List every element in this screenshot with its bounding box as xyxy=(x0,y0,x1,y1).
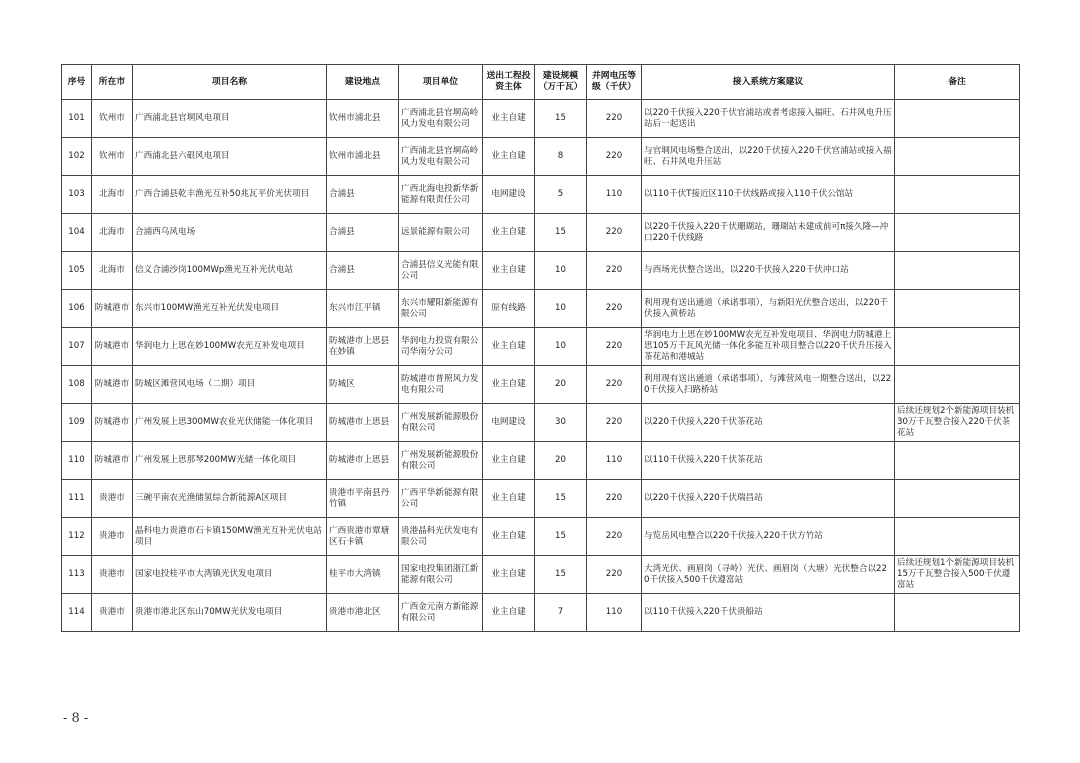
project-table xyxy=(61,64,1020,632)
cell-city: 贵港市 xyxy=(92,518,133,556)
cell-plan: 华润电力上思在妙100MW农光互补发电项目、华润电力防城港上思105万千瓦风光储一体化多能互补项目整合以220千伏升压接入茶花站和港城站 xyxy=(642,328,895,366)
cell-company: 广西北海电投新华新能源有限责任公司 xyxy=(399,176,483,214)
cell-plan: 以110千伏T接近区110千伏线路或接入110千伏公馆站 xyxy=(642,176,895,214)
cell-location: 防城港市上思县在妙镇 xyxy=(327,328,399,366)
cell-voltage: 110 xyxy=(587,176,642,214)
cell-investor: 业主自建 xyxy=(483,594,535,632)
cell-investor: 业主自建 xyxy=(483,442,535,480)
cell-capacity: 20 xyxy=(535,366,587,404)
cell-index: 113 xyxy=(62,556,92,594)
table-row xyxy=(62,290,1020,328)
cell-location: 防城港市上思县 xyxy=(327,404,399,442)
table-row xyxy=(62,518,1020,556)
cell-plan: 以220千伏接入220千伏官浦站或者考虑接入福旺、石井风电升压站后一起送出 xyxy=(642,100,895,138)
cell-company: 广州发展新能源股份有限公司 xyxy=(399,404,483,442)
cell-plan: 以110千伏接入220千伏茶花站 xyxy=(642,442,895,480)
cell-plan: 与览岳风电整合以220千伏接入220千伏方竹站 xyxy=(642,518,895,556)
cell-location: 广西贵港市覃塘区石卡镇 xyxy=(327,518,399,556)
cell-investor: 业主自建 xyxy=(483,366,535,404)
cell-remarks xyxy=(895,442,1020,480)
cell-capacity: 15 xyxy=(535,100,587,138)
cell-city: 防城港市 xyxy=(92,328,133,366)
cell-investor: 业主自建 xyxy=(483,252,535,290)
cell-capacity: 10 xyxy=(535,328,587,366)
cell-city: 钦州市 xyxy=(92,138,133,176)
header-cell-project-name: 项目名称 xyxy=(133,65,327,100)
cell-company: 东兴市耀阳新能源有限公司 xyxy=(399,290,483,328)
cell-project-name: 三碗平南农光渔储氢综合新能源A区项目 xyxy=(133,480,327,518)
cell-plan: 与西场光伏整合送出，以220千伏接入220千伏冲口站 xyxy=(642,252,895,290)
cell-index: 111 xyxy=(62,480,92,518)
cell-plan: 以220千伏接入220千伏茶花站 xyxy=(642,404,895,442)
page-number: - 8 - xyxy=(63,711,89,726)
cell-voltage: 220 xyxy=(587,366,642,404)
cell-index: 109 xyxy=(62,404,92,442)
cell-capacity: 20 xyxy=(535,442,587,480)
table-row xyxy=(62,214,1020,252)
cell-plan: 以220千伏接入220千伏瑞昌站 xyxy=(642,480,895,518)
cell-project-name: 贵港市港北区东山70MW光伏发电项目 xyxy=(133,594,327,632)
cell-city: 防城港市 xyxy=(92,366,133,404)
cell-voltage: 220 xyxy=(587,518,642,556)
cell-investor: 业主自建 xyxy=(483,518,535,556)
cell-plan: 以110千伏接入220千伏贵船站 xyxy=(642,594,895,632)
cell-remarks xyxy=(895,594,1020,632)
cell-city: 北海市 xyxy=(92,176,133,214)
table-row xyxy=(62,176,1020,214)
cell-voltage: 220 xyxy=(587,404,642,442)
cell-remarks: 后续还规划1个新能源项目装机15万千瓦整合接入500千伏遵富站 xyxy=(895,556,1020,594)
cell-investor: 电网建设 xyxy=(483,176,535,214)
cell-project-name: 广州发展上思那琴200MW光储一体化项目 xyxy=(133,442,327,480)
cell-investor: 业主自建 xyxy=(483,214,535,252)
cell-capacity: 15 xyxy=(535,518,587,556)
cell-location: 桂平市大湾镇 xyxy=(327,556,399,594)
cell-location: 合浦县 xyxy=(327,176,399,214)
cell-plan: 利用现有送出通道（承诺事项），与新阳光伏整合送出，以220千伏接入黄桥站 xyxy=(642,290,895,328)
cell-location: 东兴市江平镇 xyxy=(327,290,399,328)
cell-plan: 大湾光伏、画眉岗（寻岭）光伏、画眉岗（大塘）光伏整合以220千伏接入500千伏遵富站 xyxy=(642,556,895,594)
cell-location: 防城区 xyxy=(327,366,399,404)
cell-remarks xyxy=(895,328,1020,366)
cell-company: 远景能源有限公司 xyxy=(399,214,483,252)
table-row xyxy=(62,252,1020,290)
cell-capacity: 15 xyxy=(535,480,587,518)
cell-index: 108 xyxy=(62,366,92,404)
cell-company: 防城港市普照风力发电有限公司 xyxy=(399,366,483,404)
cell-company: 合浦县信义光能有限公司 xyxy=(399,252,483,290)
cell-location: 贵港市港北区 xyxy=(327,594,399,632)
cell-project-name: 广西合浦县乾丰渔光互补50兆瓦平价光伏项目 xyxy=(133,176,327,214)
cell-capacity: 15 xyxy=(535,214,587,252)
cell-capacity: 10 xyxy=(535,252,587,290)
cell-project-name: 国家电投桂平市大湾镇光伏发电项目 xyxy=(133,556,327,594)
cell-index: 101 xyxy=(62,100,92,138)
cell-capacity: 5 xyxy=(535,176,587,214)
cell-index: 105 xyxy=(62,252,92,290)
cell-capacity: 15 xyxy=(535,556,587,594)
cell-index: 107 xyxy=(62,328,92,366)
table-row xyxy=(62,442,1020,480)
table-body xyxy=(62,100,1020,632)
cell-investor: 业主自建 xyxy=(483,138,535,176)
cell-project-name: 晶科电力贵港市石卡镇150MW渔光互补光伏电站项目 xyxy=(133,518,327,556)
cell-location: 合浦县 xyxy=(327,214,399,252)
cell-location: 合浦县 xyxy=(327,252,399,290)
cell-index: 104 xyxy=(62,214,92,252)
cell-project-name: 信义合浦沙岗100MWp渔光互补光伏电站 xyxy=(133,252,327,290)
cell-plan: 以220千伏接入220千伏珊瑚站，珊瑚站未建成前可π接久隆—冲口220千伏线路 xyxy=(642,214,895,252)
cell-remarks xyxy=(895,138,1020,176)
cell-remarks xyxy=(895,366,1020,404)
header-cell-company: 项目单位 xyxy=(399,65,483,100)
cell-location: 贵港市平南县丹竹镇 xyxy=(327,480,399,518)
cell-voltage: 220 xyxy=(587,480,642,518)
cell-city: 防城港市 xyxy=(92,290,133,328)
table-row xyxy=(62,328,1020,366)
table-row xyxy=(62,480,1020,518)
cell-plan: 利用现有送出通道（承诺事项），与滩营风电一期整合送出，以220千伏接入扫路桥站 xyxy=(642,366,895,404)
header-cell-index: 序号 xyxy=(62,65,92,100)
cell-investor: 业主自建 xyxy=(483,480,535,518)
cell-voltage: 110 xyxy=(587,442,642,480)
cell-company: 广西浦北县官垌高岭风力发电有限公司 xyxy=(399,100,483,138)
cell-city: 贵港市 xyxy=(92,480,133,518)
header-cell-location: 建设地点 xyxy=(327,65,399,100)
cell-location: 钦州市浦北县 xyxy=(327,138,399,176)
cell-capacity: 30 xyxy=(535,404,587,442)
cell-voltage: 220 xyxy=(587,214,642,252)
header-cell-voltage: 并网电压等级（千伏） xyxy=(587,65,642,100)
cell-investor: 原有线路 xyxy=(483,290,535,328)
table-header-row xyxy=(62,65,1020,100)
cell-voltage: 220 xyxy=(587,138,642,176)
cell-index: 112 xyxy=(62,518,92,556)
cell-capacity: 7 xyxy=(535,594,587,632)
cell-index: 106 xyxy=(62,290,92,328)
cell-investor: 业主自建 xyxy=(483,100,535,138)
cell-company: 广西浦北县官垌高岭风力发电有限公司 xyxy=(399,138,483,176)
cell-city: 北海市 xyxy=(92,214,133,252)
cell-index: 114 xyxy=(62,594,92,632)
cell-remarks xyxy=(895,518,1020,556)
header-cell-capacity: 建设规模（万千瓦） xyxy=(535,65,587,100)
cell-voltage: 220 xyxy=(587,328,642,366)
cell-capacity: 10 xyxy=(535,290,587,328)
cell-remarks xyxy=(895,176,1020,214)
header-cell-investor: 送出工程投资主体 xyxy=(483,65,535,100)
cell-remarks: 后续还规划2个新能源项目装机30万千瓦整合接入220千伏茶花站 xyxy=(895,404,1020,442)
cell-remarks xyxy=(895,214,1020,252)
cell-company: 广西金元南方新能源有限公司 xyxy=(399,594,483,632)
header-cell-city: 所在市 xyxy=(92,65,133,100)
table-row xyxy=(62,366,1020,404)
cell-remarks xyxy=(895,252,1020,290)
cell-voltage: 220 xyxy=(587,556,642,594)
cell-project-name: 广州发展上思300MW农业光伏储能一体化项目 xyxy=(133,404,327,442)
cell-project-name: 广西浦北县官垌风电项目 xyxy=(133,100,327,138)
cell-index: 103 xyxy=(62,176,92,214)
table-row xyxy=(62,594,1020,632)
table-row xyxy=(62,138,1020,176)
cell-project-name: 防城区滩营风电场（二期）项目 xyxy=(133,366,327,404)
cell-project-name: 合浦西乌风电场 xyxy=(133,214,327,252)
cell-voltage: 220 xyxy=(587,100,642,138)
cell-investor: 电网建设 xyxy=(483,404,535,442)
cell-company: 广州发展新能源股份有限公司 xyxy=(399,442,483,480)
cell-project-name: 华润电力上思在妙100MW农光互补发电项目 xyxy=(133,328,327,366)
cell-company: 广西平华新能源有限公司 xyxy=(399,480,483,518)
cell-voltage: 110 xyxy=(587,594,642,632)
cell-company: 贵港晶科光伏发电有限公司 xyxy=(399,518,483,556)
cell-city: 防城港市 xyxy=(92,404,133,442)
cell-remarks xyxy=(895,480,1020,518)
cell-project-name: 广西浦北县六硍风电项目 xyxy=(133,138,327,176)
header-cell-remarks: 备注 xyxy=(895,65,1020,100)
cell-city: 防城港市 xyxy=(92,442,133,480)
cell-city: 贵港市 xyxy=(92,556,133,594)
cell-city: 北海市 xyxy=(92,252,133,290)
cell-capacity: 8 xyxy=(535,138,587,176)
cell-location: 防城港市上思县 xyxy=(327,442,399,480)
cell-location: 钦州市浦北县 xyxy=(327,100,399,138)
table-row xyxy=(62,100,1020,138)
table-row xyxy=(62,404,1020,442)
cell-index: 102 xyxy=(62,138,92,176)
cell-voltage: 220 xyxy=(587,290,642,328)
cell-index: 110 xyxy=(62,442,92,480)
cell-remarks xyxy=(895,100,1020,138)
cell-investor: 业主自建 xyxy=(483,328,535,366)
cell-city: 贵港市 xyxy=(92,594,133,632)
cell-voltage: 220 xyxy=(587,252,642,290)
header-cell-plan: 接入系统方案建议 xyxy=(642,65,895,100)
cell-investor: 业主自建 xyxy=(483,556,535,594)
cell-company: 国家电投集团浙江新能源有限公司 xyxy=(399,556,483,594)
table-row xyxy=(62,556,1020,594)
cell-plan: 与官垌风电场整合送出，以220千伏接入220千伏官浦站或接入福旺、石井风电升压站 xyxy=(642,138,895,176)
cell-city: 钦州市 xyxy=(92,100,133,138)
cell-remarks xyxy=(895,290,1020,328)
cell-company: 华润电力投资有限公司华南分公司 xyxy=(399,328,483,366)
cell-project-name: 东兴市100MW渔光互补光伏发电项目 xyxy=(133,290,327,328)
